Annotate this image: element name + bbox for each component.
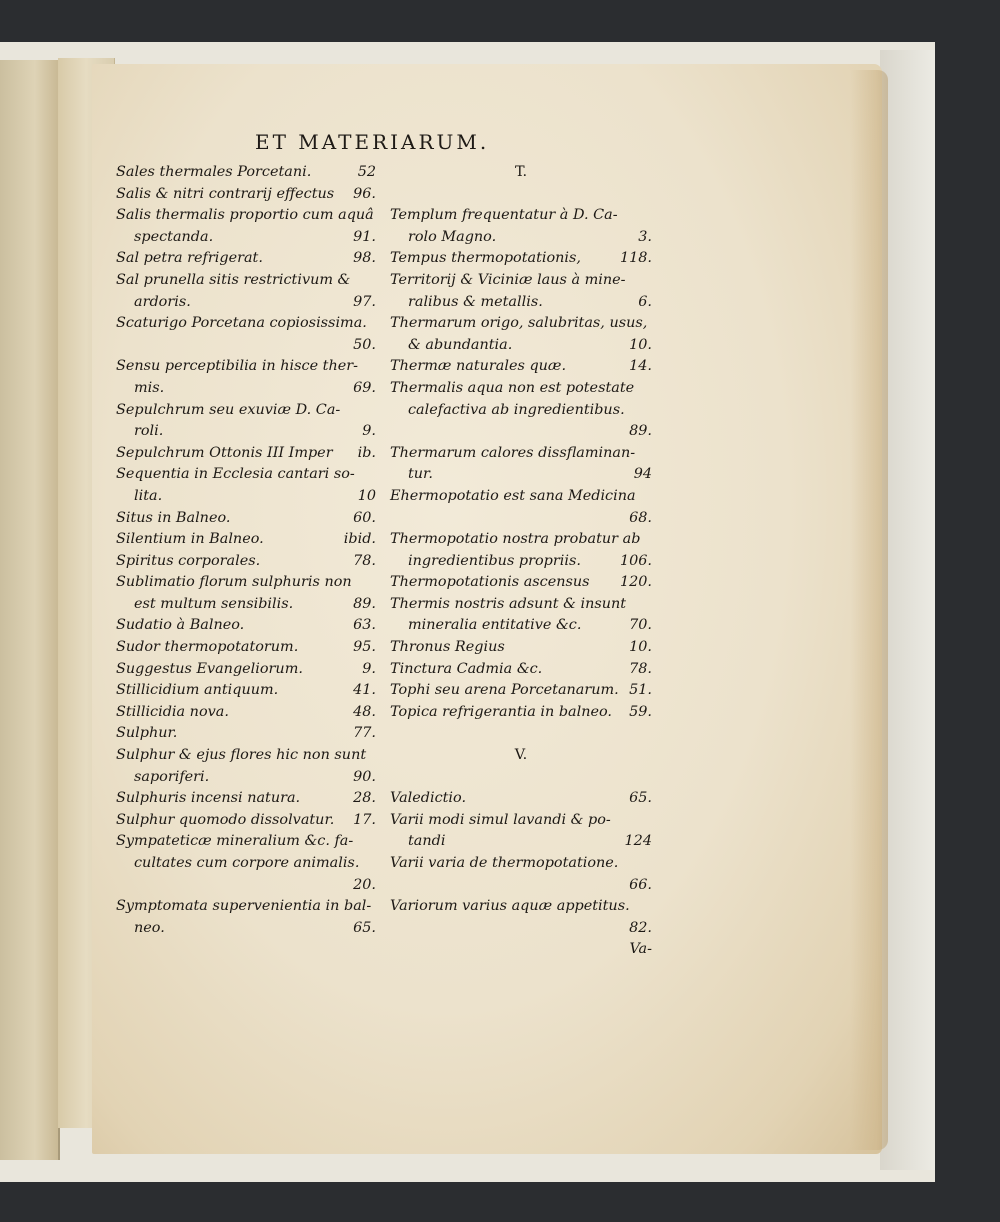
index-entry (390, 248, 652, 270)
entry-text: Varii varia de thermopotatione. (390, 855, 619, 871)
entry-text: ardoris. (134, 293, 191, 310)
entry-text: Sequentia in Ecclesia cantari so- (116, 466, 355, 483)
entry-text: Thronus Regius (390, 639, 505, 656)
entry-page-number: 14. (629, 358, 652, 375)
entry-text: Thermarum origo, salubritas, usus, (390, 315, 648, 332)
entry-page-number: 10. (629, 639, 652, 656)
index-entry (390, 788, 652, 810)
entry-text: Sympateticæ mineralium &c. fa- (116, 833, 354, 850)
entry-text: Ehermopotatio est sana Medicina (390, 487, 636, 504)
entry-page-number: 77. (353, 725, 376, 742)
index-entry (390, 702, 652, 724)
index-entry (390, 356, 652, 378)
index-entry (390, 529, 652, 551)
index-entry (390, 659, 652, 681)
entry-text: tandi (408, 833, 446, 850)
index-entry (116, 443, 376, 465)
index-entry (116, 184, 376, 206)
entry-page-number: 9. (362, 423, 376, 440)
entry-text: ingredientibus propriis. (408, 552, 581, 569)
entry-page-number: 28. (353, 790, 376, 807)
index-entry (116, 767, 376, 789)
index-column-left (116, 162, 376, 939)
entry-text: calefactiva ab ingredientibus. (408, 401, 625, 418)
index-entry (390, 313, 652, 335)
entry-text: Sensu perceptibilia in hisce ther- (116, 358, 358, 375)
entry-text: rolo Magno. (408, 228, 497, 245)
index-column-right (390, 162, 652, 961)
index-entry (116, 356, 376, 378)
entry-text: Sulphuris incensi natura. (116, 790, 301, 807)
entry-page-number: 9. (362, 660, 376, 677)
entry-page-number: 95. (353, 639, 376, 656)
entry-page-number: 65. (353, 919, 376, 936)
index-entry (390, 615, 652, 637)
index-entry (116, 918, 376, 940)
index-entry (116, 745, 376, 767)
entry-page-number: 48. (353, 703, 376, 720)
index-entry (390, 486, 652, 508)
entry-page-number: 118. (619, 250, 652, 267)
entry-text: lita. (134, 487, 163, 504)
entry-text: Salis thermalis proportio cum aquâ (116, 207, 374, 224)
index-entry (390, 184, 652, 206)
entry-text: Sal prunella sitis restrictivum & (116, 271, 351, 288)
entry-page-number: 69. (353, 379, 376, 396)
entry-text: tur. (408, 466, 433, 483)
entry-text: Sudatio à Balneo. (116, 617, 245, 634)
entry-page-number: 63. (353, 617, 376, 634)
entry-page-number: 51. (629, 682, 652, 699)
entry-page-number: 60. (353, 509, 376, 526)
entry-text: mis. (134, 379, 165, 396)
index-entry (116, 594, 376, 616)
index-entry (390, 270, 652, 292)
index-entry (116, 572, 376, 594)
index-entry (390, 335, 652, 357)
entry-page-number: ib. (357, 444, 376, 461)
index-entry (116, 788, 376, 810)
index-entry (390, 421, 652, 443)
index-entry (116, 896, 376, 918)
entry-text: Tempus thermopotationis, (390, 250, 581, 267)
index-entry (390, 551, 652, 573)
catchword: Va- (629, 941, 652, 958)
entry-text: Varii modi simul lavandi & po- (390, 811, 611, 828)
entry-text: Sudor thermopotatorum. (116, 639, 299, 656)
entry-page-number: 20. (353, 876, 376, 893)
entry-text: Sublimatio florum sulphuris non (116, 574, 352, 591)
index-entry (390, 875, 652, 897)
entry-text: est multum sensibilis. (134, 595, 294, 612)
index-entry (390, 400, 652, 422)
index-entry (116, 637, 376, 659)
index-entry (390, 637, 652, 659)
entry-text: cultates cum corpore animalis. (134, 855, 360, 871)
entry-text: spectanda. (134, 228, 214, 245)
entry-text: & abundantia. (408, 336, 513, 353)
entry-page-number: 78. (353, 552, 376, 569)
entry-text: Sepulchrum Ottonis III Imper (116, 444, 333, 461)
index-entry (390, 508, 652, 530)
index-entry (116, 335, 376, 357)
index-entry (116, 529, 376, 551)
entry-page-number: 70. (629, 617, 652, 634)
entry-page-number: 52 (357, 164, 376, 180)
entry-text: Thermarum calores dissflaminan- (390, 444, 636, 461)
section-letter: V. (514, 747, 528, 764)
entry-page-number: 90. (353, 768, 376, 785)
index-entry (390, 680, 652, 702)
index-entry (116, 831, 376, 853)
index-entry (390, 443, 652, 465)
index-entry (116, 508, 376, 530)
index-entry (390, 594, 652, 616)
index-entry (116, 227, 376, 249)
entry-page-number: 89. (353, 595, 376, 612)
entry-text: Spiritus corporales. (116, 552, 261, 569)
index-entry (116, 292, 376, 314)
index-entry (390, 745, 652, 767)
index-entry (390, 767, 652, 789)
entry-text: Territorij & Viciniæ laus à mine- (390, 271, 626, 288)
entry-text: Stillicidium antiquum. (116, 682, 279, 699)
index-entry (116, 270, 376, 292)
index-entry (390, 378, 652, 400)
entry-page-number: 91. (353, 228, 376, 245)
entry-page-number: 59. (629, 703, 652, 720)
entry-text: ralibus & metallis. (408, 293, 543, 310)
page-edge-stain (850, 70, 888, 1150)
index-entry (116, 853, 376, 875)
entry-text: Thermopotatio nostra probatur ab (390, 531, 641, 548)
entry-page-number: 78. (629, 660, 652, 677)
board-edge (880, 50, 935, 1170)
index-entry (116, 400, 376, 422)
index-entry (116, 464, 376, 486)
entry-text: Thermalis aqua non est potestate (390, 379, 635, 396)
running-header: ET MATERIARUM. (255, 130, 490, 154)
entry-text: Topica refrigerantia in balneo. (390, 703, 612, 720)
index-entry (116, 875, 376, 897)
index-entry (116, 723, 376, 745)
index-entry (116, 313, 376, 335)
section-letter: T. (514, 164, 528, 180)
entry-text: Tophi seu arena Porcetanarum. (390, 682, 619, 699)
index-entry (390, 292, 652, 314)
index-entry (116, 162, 376, 184)
entry-page-number: 68. (629, 509, 652, 526)
index-entry (390, 831, 652, 853)
entry-page-number: 106. (619, 552, 652, 569)
entry-page-number: 65. (629, 790, 652, 807)
entry-text: Templum frequentatur à D. Ca- (390, 207, 618, 224)
entry-text: roli. (134, 423, 164, 440)
index-entry (116, 680, 376, 702)
entry-text: Valedictio. (390, 790, 467, 807)
index-entry (390, 162, 652, 184)
entry-page-number: 6. (638, 293, 652, 310)
index-entry (390, 723, 652, 745)
entry-text: Sal petra refrigerat. (116, 250, 263, 267)
index-entry (390, 810, 652, 832)
index-entry (116, 615, 376, 637)
entry-page-number: 66. (629, 876, 652, 893)
entry-page-number: 124 (624, 833, 652, 850)
index-entry (116, 378, 376, 400)
index-entry (390, 572, 652, 594)
entry-page-number: 10 (357, 487, 376, 504)
entry-text: Thermis nostris adsunt & insunt (390, 595, 627, 612)
facing-page-edge (0, 60, 60, 1160)
index-entry (116, 248, 376, 270)
entry-text: Symptomata supervenientia in bal- (116, 898, 372, 915)
entry-text: Scaturigo Porcetana copiosissima. (116, 315, 367, 332)
entry-text: Tinctura Cadmia &c. (390, 660, 543, 677)
index-entry (116, 421, 376, 443)
entry-page-number: 98. (353, 250, 376, 267)
entry-text: Stillicidia nova. (116, 703, 229, 720)
entry-text: Salis & nitri contrarij effectus (116, 185, 335, 202)
entry-page-number: 50. (353, 336, 376, 353)
entry-page-number: 96. (353, 185, 376, 202)
entry-text: neo. (134, 919, 165, 936)
entry-page-number: 89. (629, 423, 652, 440)
index-entry (116, 551, 376, 573)
index-entry (116, 205, 376, 227)
entry-text: Thermæ naturales quæ. (390, 358, 567, 375)
index-entry (390, 918, 652, 940)
entry-page-number: 120. (619, 574, 652, 591)
entry-text: Sulphur quomodo dissolvatur. (116, 811, 335, 828)
entry-text: Situs in Balneo. (116, 509, 231, 526)
index-entry (116, 702, 376, 724)
index-entry (390, 464, 652, 486)
index-entry (390, 227, 652, 249)
entry-page-number: ibid. (343, 531, 376, 548)
entry-text: Variorum varius aquæ appetitus. (390, 898, 630, 915)
entry-page-number: 17. (353, 811, 376, 828)
entry-page-number: 82. (629, 919, 652, 936)
entry-text: saporiferi. (134, 768, 210, 785)
entry-page-number: 41. (353, 682, 376, 699)
entry-text: Sulphur. (116, 725, 178, 742)
entry-page-number: 3. (638, 228, 652, 245)
entry-text: Sulphur & ejus flores hic non sunt (116, 747, 367, 764)
entry-text: Silentium in Balneo. (116, 531, 264, 548)
entry-page-number: 94 (633, 466, 652, 483)
entry-text: Suggestus Evangeliorum. (116, 660, 303, 677)
entry-text: Sepulchrum seu exuviæ D. Ca- (116, 401, 341, 418)
index-entry (390, 205, 652, 227)
index-entry (390, 896, 652, 918)
entry-page-number: 97. (353, 293, 376, 310)
index-entry (116, 486, 376, 508)
index-entry (116, 659, 376, 681)
index-entry (390, 853, 652, 875)
entry-text: Sales thermales Porcetani. (116, 164, 312, 180)
entry-page-number: 10. (629, 336, 652, 353)
index-entry (116, 810, 376, 832)
entry-text: mineralia entitative &c. (408, 617, 582, 634)
entry-text: Thermopotationis ascensus (390, 574, 590, 591)
